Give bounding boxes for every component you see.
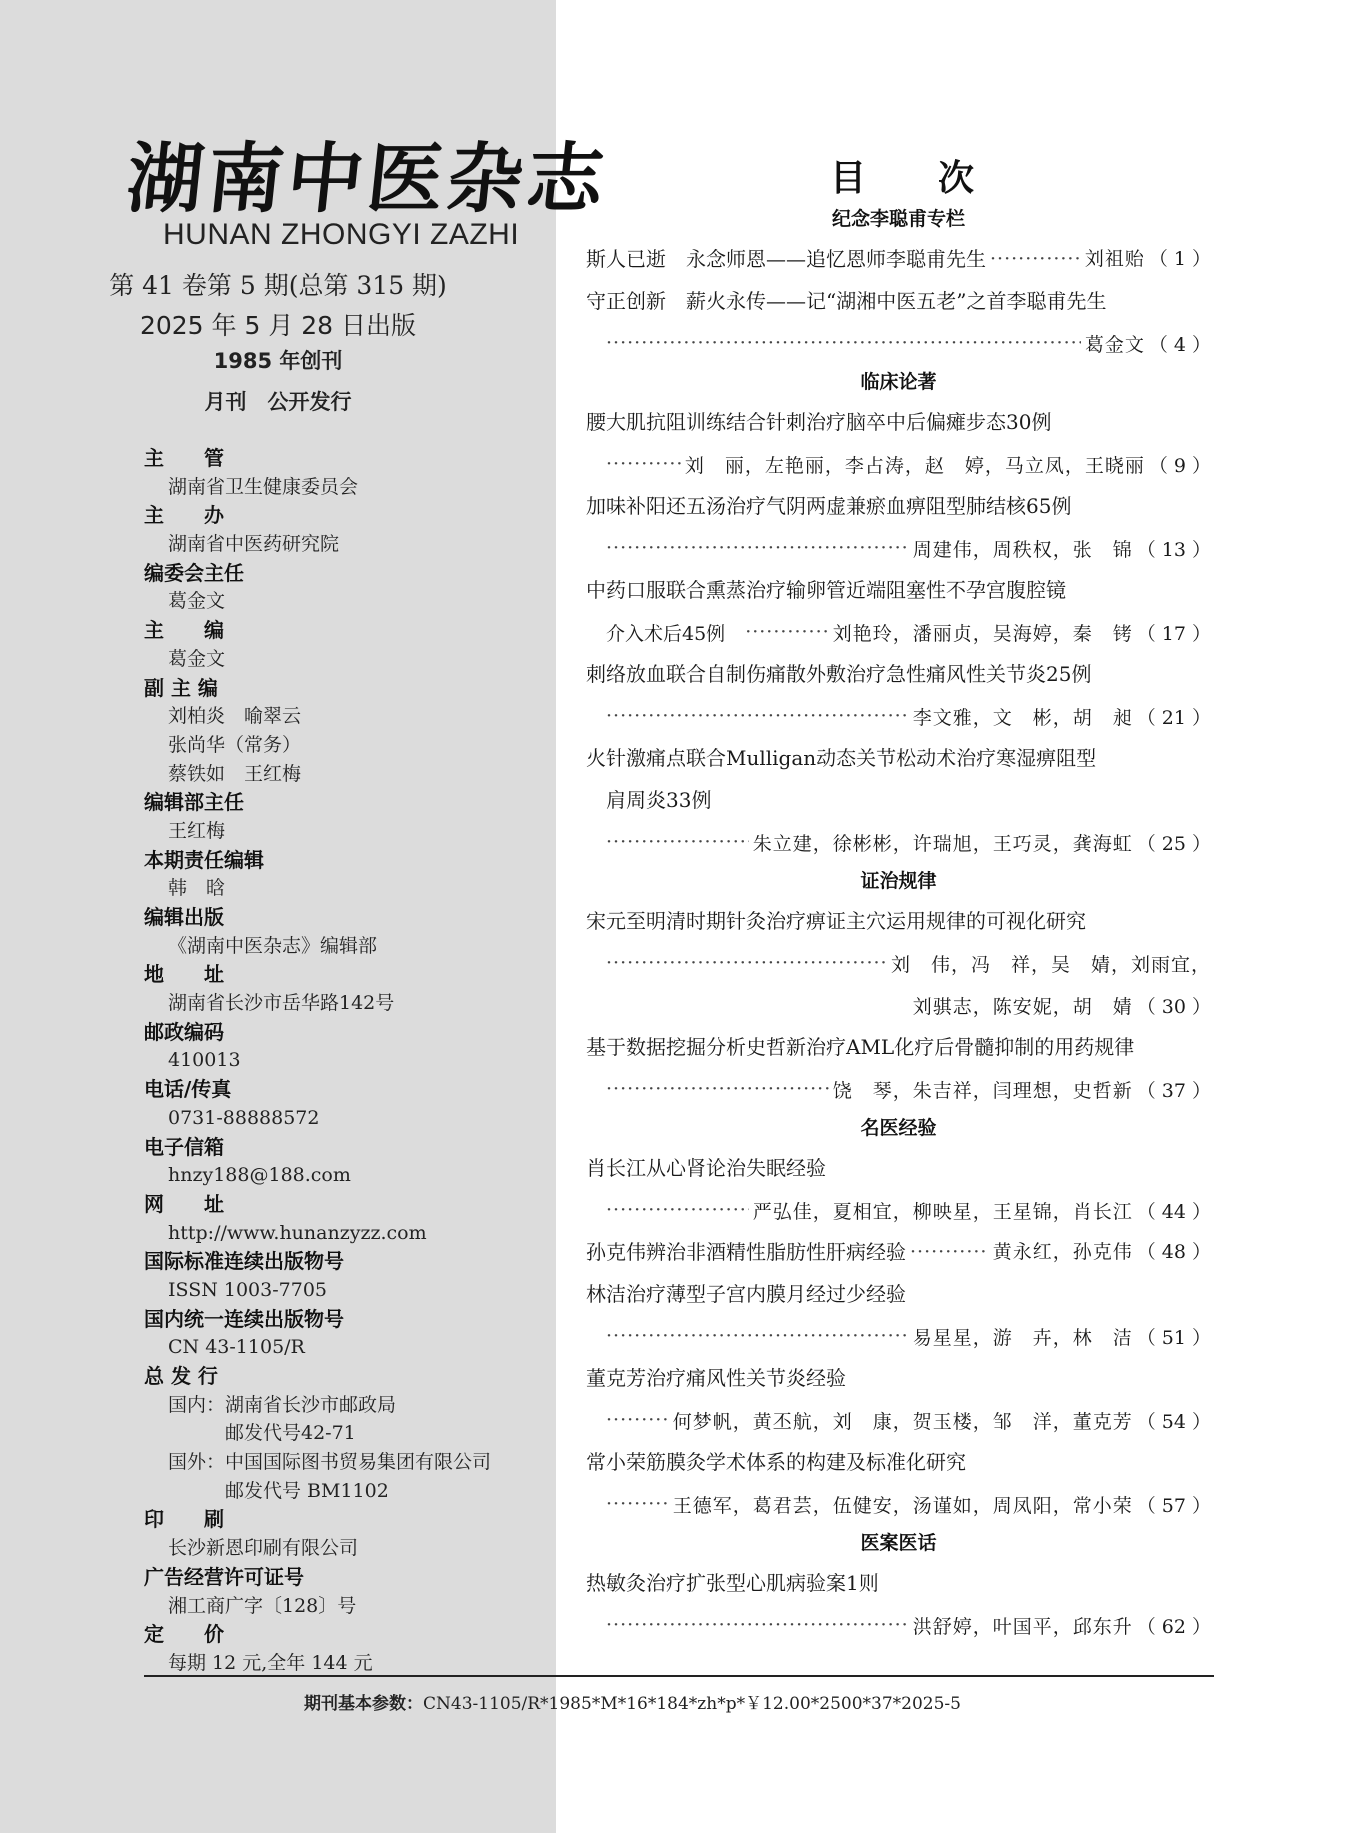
article-title[interactable]: 加味补阳还五汤治疗气阴两虚兼瘀血痹阻型肺结核65例 [586, 494, 1072, 518]
article-title[interactable]: 宋元至明清时期针灸治疗痹证主穴运用规律的可视化研究 [586, 909, 1086, 933]
article-title[interactable]: 林洁治疗薄型子宫内膜月经过少经验 [586, 1282, 906, 1306]
info-value: CN 43-1105/R [168, 1336, 305, 1359]
author-line [586, 821, 1211, 863]
page-number: （ 57 ） [1136, 1494, 1211, 1517]
article-title[interactable]: 董克芳治疗痛风性关节炎经验 [586, 1366, 846, 1390]
article-title[interactable]: 肩周炎33例 [606, 788, 712, 812]
toc-section-header: 医案医话 [860, 1532, 937, 1554]
article-authors: 刘 伟，冯 祥，吴 婧，刘雨宜， [890, 953, 1211, 976]
dot-leader [586, 332, 1081, 354]
page-number: （ 9 ） [1148, 454, 1211, 477]
author-line [586, 1604, 1211, 1646]
info-label: 定 价 [144, 1622, 224, 1647]
article-authors: 易星星，游 卉，林 洁 [912, 1326, 1133, 1349]
article-title[interactable]: 守正创新 薪火永传——记“湖湘中医五老”之首李聪甫先生 [586, 289, 1107, 313]
author-line [586, 1483, 1211, 1525]
dot-leader [586, 1409, 669, 1431]
toc-entry[interactable] [586, 1562, 1211, 1646]
author-line [586, 1315, 1211, 1357]
toc-entry[interactable] [586, 485, 1211, 569]
author-line [586, 942, 1211, 984]
info-label: 总 发 行 [144, 1364, 218, 1388]
author-line [586, 695, 1211, 737]
toc-section-header: 纪念李聪甫专栏 [831, 208, 965, 230]
page-number: （ 37 ） [1136, 1079, 1211, 1102]
publication-info [144, 444, 564, 1678]
toc-section-header: 名医经验 [860, 1117, 937, 1139]
page-number: （ 30 ） [1136, 995, 1211, 1018]
info-label: 邮政编码 [144, 1019, 224, 1044]
article-title[interactable]: 基于数据挖掘分析史哲新治疗AML化疗后骨髓抑制的用药规律 [586, 1035, 1135, 1059]
publication-date: 2025 年 5 月 28 日出版 [139, 311, 417, 340]
toc-entry[interactable] [586, 1273, 1211, 1357]
toc-section-header: 临床论著 [860, 371, 937, 393]
author-line [586, 1189, 1211, 1231]
info-label: 电话/传真 [144, 1077, 232, 1102]
info-value: 0731-88888572 [168, 1106, 320, 1129]
author-line [586, 611, 1211, 653]
dot-leader [906, 1231, 989, 1273]
info-value: http://www.hunanzyzz.com [168, 1221, 427, 1244]
info-value: 湘工商广字〔128〕号 [168, 1594, 357, 1617]
page-number: （ 48 ） [1136, 1241, 1211, 1263]
info-label: 本期责任编辑 [144, 847, 264, 872]
article-title[interactable]: 孙克伟辨治非酒精性脂肪性肝病经验 [586, 1240, 906, 1264]
toc-entry[interactable] [586, 1357, 1211, 1441]
info-value: 国外：中国国际图书贸易集团有限公司 [168, 1451, 492, 1474]
info-value: 葛金文 [168, 590, 226, 613]
info-value: 韩 晗 [168, 877, 226, 900]
info-value: 葛金文 [168, 647, 226, 670]
article-authors: 洪舒婷，叶国平，邱东升 [912, 1615, 1133, 1638]
volume-issue: 第 41 卷第 5 期(总第 315 期) [109, 271, 447, 300]
info-value: ISSN 1003-7705 [168, 1278, 327, 1301]
page-number: （ 1 ） [1148, 248, 1211, 270]
dot-leader [586, 831, 749, 853]
info-value: 湖南省卫生健康委员会 [168, 475, 359, 498]
table-of-contents [586, 201, 1211, 1646]
dot-leader [986, 238, 1081, 280]
info-label: 编辑出版 [144, 905, 224, 929]
dot-leader [586, 1325, 909, 1347]
page-number: （ 62 ） [1136, 1615, 1211, 1638]
parameters-value: CN43-1105/R*1985*M*16*184*zh*p*￥12.00*2500*37*2025-5 [423, 1694, 961, 1714]
article-title[interactable]: 热敏灸治疗扩张型心肌病验案1则 [586, 1571, 879, 1595]
page-number: （ 17 ） [1136, 622, 1211, 645]
article-authors: 严弘佳，夏相宜，柳映星，王星锦，肖长江 [752, 1200, 1133, 1223]
author-line [586, 1068, 1211, 1110]
toc-entry[interactable] [586, 653, 1211, 737]
toc-entry[interactable] [586, 280, 1211, 364]
article-authors: 王德军，葛君芸，伍健安，汤谨如，周凤阳，常小荣 [672, 1494, 1133, 1517]
dot-leader [586, 705, 909, 727]
info-value: 刘柏炎 喻翠云 [168, 705, 302, 728]
toc-entry[interactable] [586, 1441, 1211, 1525]
info-value: hnzy188@188.com [168, 1164, 351, 1187]
dot-leader [586, 952, 887, 974]
dot-leader [586, 1078, 829, 1100]
author-line [586, 322, 1211, 364]
info-label: 副 主 编 [144, 675, 218, 700]
toc-entry[interactable] [586, 1026, 1211, 1110]
article-authors: 葛金文 [1084, 333, 1145, 356]
page-number: （ 44 ） [1136, 1200, 1211, 1223]
info-value: 长沙新恩印刷有限公司 [168, 1537, 359, 1560]
info-label: 网 址 [144, 1191, 224, 1216]
dot-leader [586, 453, 681, 475]
article-authors: 李文雅，文 彬，胡 昶 [912, 706, 1133, 729]
author-line [586, 443, 1211, 485]
info-label: 印 刷 [144, 1507, 224, 1532]
toc-entry[interactable] [586, 569, 1211, 653]
dot-leader [586, 1493, 669, 1515]
info-value: 张尚华（常务） [168, 733, 302, 756]
article-title[interactable]: 腰大肌抗阻训练结合针刺治疗脑卒中后偏瘫步态30例 [586, 410, 1052, 434]
toc-entry[interactable] [586, 1231, 1211, 1273]
footer-divider [144, 1675, 1214, 1677]
dot-leader [586, 1614, 909, 1636]
page-number: （ 54 ） [1136, 1410, 1211, 1433]
toc-entry[interactable] [586, 1147, 1211, 1231]
article-authors: 刘祖贻 [1084, 248, 1145, 270]
journal-title: 湖南中医杂志 [122, 134, 613, 223]
publication-frequency: 月刊 公开发行 [204, 389, 352, 414]
article-authors: 饶 琴，朱吉祥，闫理想，史哲新 [832, 1079, 1133, 1102]
toc-title: 目 次 [830, 158, 975, 199]
info-label: 广告经营许可证号 [144, 1564, 304, 1589]
article-authors: 周建伟，周秩权，张 锦 [912, 538, 1133, 561]
page-number: （ 25 ） [1136, 832, 1211, 855]
article-title[interactable]: 斯人已逝 永念师恩——追忆恩师李聪甫先生 [586, 247, 986, 271]
info-value: 湖南省长沙市岳华路142号 [168, 992, 395, 1015]
page-number: （ 13 ） [1136, 538, 1211, 561]
author-line [586, 984, 1211, 1026]
info-label: 主 管 [144, 446, 224, 470]
author-line [586, 1399, 1211, 1441]
parameters-label: 期刊基本参数： [304, 1694, 423, 1714]
info-value: 邮发代号 BM1102 [168, 1479, 389, 1502]
info-label: 主 办 [144, 503, 224, 528]
article-title[interactable]: 火针激痛点联合Mulligan动态关节松动术治疗寒湿痹阻型 [586, 746, 1097, 770]
article-title[interactable]: 刺络放血联合自制伤痛散外敷治疗急性痛风性关节炎25例 [586, 662, 1092, 686]
article-authors: 黄永红，孙克伟 [992, 1241, 1133, 1263]
toc-entry[interactable] [586, 900, 1211, 1026]
info-label: 地 址 [144, 962, 224, 987]
page-number: （ 51 ） [1136, 1326, 1211, 1349]
info-value: 国内：湖南省长沙市邮政局 [168, 1393, 397, 1416]
article-title-row [586, 238, 1211, 280]
article-title[interactable]: 中药口服联合熏蒸治疗输卵管近端阻塞性不孕宫腹腔镜 [586, 578, 1066, 602]
toc-section-header: 证治规律 [860, 870, 937, 892]
info-label: 电子信箱 [144, 1134, 224, 1159]
info-value: 王红梅 [168, 819, 226, 842]
article-authors: 朱立建，徐彬彬，许瑞旭，王巧灵，龚海虹 [752, 832, 1133, 855]
info-value: 蔡铁如 王红梅 [168, 762, 302, 785]
author-line [586, 527, 1211, 569]
info-label: 编委会主任 [144, 560, 244, 585]
info-label: 国际标准连续出版物号 [144, 1249, 344, 1274]
article-authors: 刘艳玲，潘丽贞，吴海婷，秦 铐 [832, 622, 1133, 645]
article-title[interactable]: 常小荣筋膜灸学术体系的构建及标准化研究 [586, 1450, 966, 1474]
info-label: 主 编 [144, 618, 224, 643]
info-value: 邮发代号42-71 [168, 1422, 356, 1445]
info-value: 410013 [168, 1049, 241, 1072]
article-title-row [586, 1231, 1211, 1273]
info-value: 湖南省中医药研究院 [168, 533, 340, 556]
info-label: 编辑部主任 [144, 790, 244, 815]
toc-entry[interactable] [586, 401, 1211, 485]
journal-pinyin: HUNAN ZHONGYI ZAZHI [163, 218, 520, 251]
toc-entry[interactable] [586, 737, 1211, 863]
info-value: 每期 12 元,全年 144 元 [168, 1651, 373, 1674]
article-authors: 何梦帆，黄丕航，刘 康，贺玉楼，邹 洋，董克芳 [672, 1410, 1133, 1433]
info-label: 国内统一连续出版物号 [144, 1306, 344, 1331]
toc-entry[interactable] [586, 238, 1211, 280]
dot-leader [586, 1199, 749, 1221]
journal-parameters [304, 1689, 961, 1714]
page-number: （ 21 ） [1136, 706, 1211, 729]
article-title[interactable]: 肖长江从心肾论治失眠经验 [586, 1156, 826, 1180]
article-title-continuation[interactable]: 介入术后45例 [606, 622, 726, 645]
page-number: （ 4 ） [1148, 333, 1211, 356]
article-authors: 刘 丽，左艳丽，李占涛，赵 婷，马立凤，王晓丽 [684, 454, 1145, 477]
dot-leader [725, 621, 829, 643]
dot-leader [586, 537, 909, 559]
founded-year: 1985 年创刊 [213, 349, 343, 373]
article-authors: 刘骐志，陈安妮，胡 婧 [912, 995, 1133, 1018]
info-value: 《湖南中医杂志》编辑部 [168, 934, 378, 957]
